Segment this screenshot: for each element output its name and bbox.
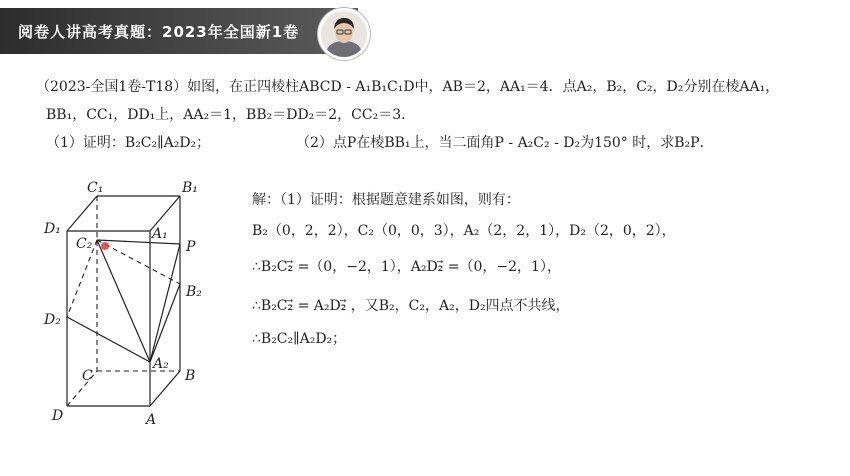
label-d1: D₁ (44, 221, 61, 237)
edge-a-b (150, 371, 180, 406)
problem-part-2: （2）点P在棱BB₁上，当二面角P - A₂C₂ - D₂为150° 时，求B₂P． (296, 135, 714, 151)
label-c: C (82, 368, 93, 384)
segment-a2-b2 (150, 284, 180, 362)
prism-figure (0, 176, 240, 436)
label-c1: C₁ (87, 180, 104, 196)
problem-line-1: （2023-全国1卷-T18）如图，在正四棱柱ABCD - A₁B₁C₁D中，AB＝2，AA₁＝4．点A₂，B₂，C₂，D₂分别在棱AA₁， (36, 79, 780, 95)
header-banner (0, 8, 358, 54)
presenter-avatar (318, 8, 370, 60)
solution-line-2: B₂（0，2，2），C₂（0，0，3），A₂（2，2，1），D₂（2，0，2）， (252, 223, 676, 239)
edge-d1-c1 (67, 196, 97, 231)
solution-line-5: ∴B₂C₂∥A₂D₂； (252, 331, 347, 347)
label-b1: B₁ (182, 180, 198, 196)
problem-line-2: BB₁，CC₁，DD₁上，AA₂＝1，BB₂＝DD₂＝2，CC₂＝3． (46, 107, 416, 123)
segment-c2-a2 (97, 240, 150, 362)
label-p: P (186, 239, 196, 255)
avatar-image (321, 11, 367, 57)
banner-title: 阅卷人讲高考真题：2023年全国新1卷 (18, 23, 300, 41)
segment-d2-a2 (67, 317, 150, 362)
label-c2: C₂ (76, 236, 93, 252)
hidden-segment-c2-b2 (97, 240, 180, 284)
label-b: B (185, 368, 196, 384)
pointer-marker (101, 242, 109, 250)
solution-line-1: 解：（1）证明：根据题意建系如图，则有： (252, 192, 520, 208)
solution-line-4: ∴B₂C₂⃗ = A₂D₂⃗ ，又B₂，C₂，A₂，D₂四点不共线， (252, 298, 570, 314)
segment-a2-p (150, 244, 180, 362)
label-b2: B₂ (186, 284, 202, 300)
problem-part-1: （1）证明：B₂C₂∥A₂D₂； (46, 135, 211, 151)
label-a: A (146, 412, 157, 428)
label-a1: A₁ (152, 226, 168, 242)
label-a2: A₂ (153, 356, 169, 372)
solution-line-3: ∴B₂C₂⃗ =（0，−2，1），A₂D₂⃗ =（0，−2，1）， (252, 259, 561, 275)
label-d: D (52, 408, 64, 424)
label-d2: D₂ (44, 312, 61, 328)
